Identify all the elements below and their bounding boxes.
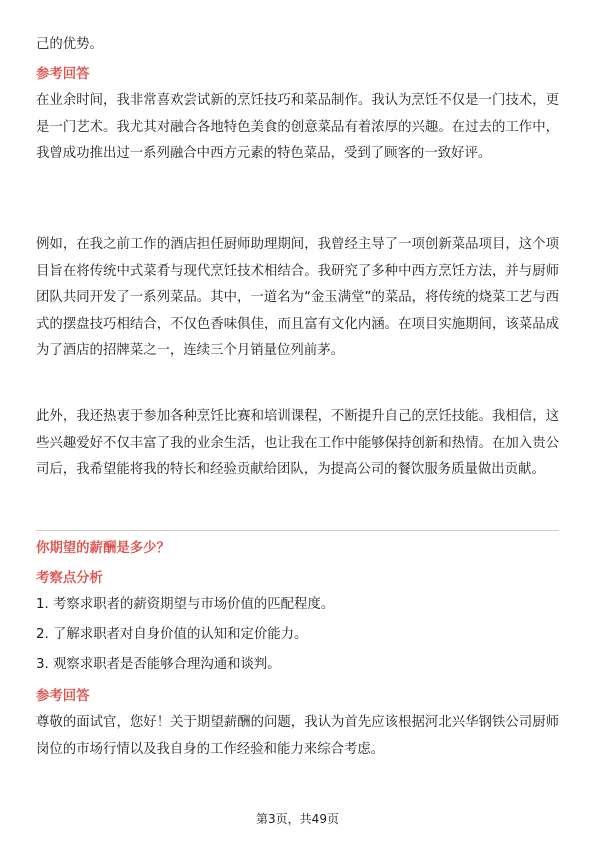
answer-paragraph-2: 例如，在我之前工作的酒店担任厨师助理期间，我曾经主导了一项创新菜品项目，这个项目旨在将传统中式菜肴与现代烹饪技术相结合。我研究了多种中西方烹饪方法，并与厨师团队共同开发了一系列菜品。其中，一道名为“金玉满堂”的菜品，将传统的烧菜工艺与西式的摆盘技巧相结合，不仅色香味俱佳，而且富有文化内涵。在项目实施期间，该菜品成为了酒店的招牌菜之一，连续三个月销量位列前茅。: [36, 237, 559, 358]
page-number: 第3页，共49页: [256, 812, 339, 826]
section-divider: [36, 530, 559, 531]
analysis-heading: 考察点分析: [36, 571, 103, 586]
answer-heading-2: 参考回答: [36, 689, 90, 704]
intro-tail-text: 己的优势。: [36, 37, 103, 52]
answer-heading-1: 参考回答: [36, 67, 90, 82]
answer-paragraph-1: 在业余时间，我非常喜欢尝试新的烹饪技巧和菜品制作。我认为烹饪不仅是一门技术，更是一门艺术。我尤其对融合各地特色美食的创意菜品有着浓厚的兴趣。在过去的工作中，我曾成功推出过一系列融合中西方元素的特色菜品，受到了顾客的一致好评。: [36, 93, 559, 161]
answer-paragraph-3: 此外，我还热衷于参加各种烹饪比赛和培训课程，不断提升自己的烹饪技能。我相信，这些兴趣爱好不仅丰富了我的业余生活，也让我在工作中能够保持创新和热情。在加入贵公司后，我希望能将我的特长和经验贡献给团队，为提高公司的餐饮服务质量做出贡献。: [36, 409, 559, 477]
answer-paragraph-4: 尊敬的面试官，您好！关于期望薪酬的问题，我认为首先应该根据河北兴华钢铁公司厨师岗位的市场行情以及我自身的工作经验和能力来综合考虑。: [36, 715, 559, 757]
analysis-point-3: 3. 观察求职者是否能够合理沟通和谈判。: [36, 657, 281, 672]
analysis-point-1: 1. 考察求职者的薪资期望与市场价值的匹配程度。: [36, 597, 335, 612]
analysis-point-2: 2. 了解求职者对自身价值的认知和定价能力。: [36, 627, 308, 642]
question-heading: 你期望的薪酬是多少？: [36, 541, 170, 556]
